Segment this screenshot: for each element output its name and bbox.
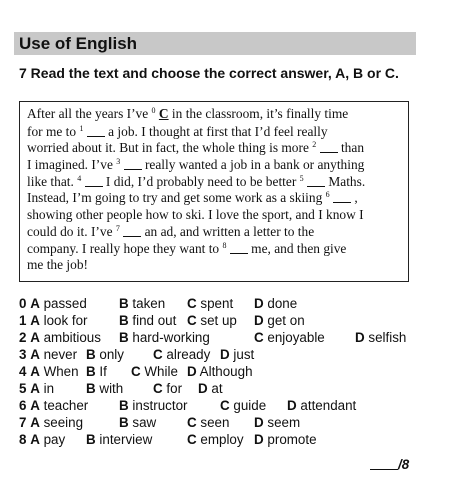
option-1-c[interactable]: C set up [187, 313, 237, 328]
option-1-b[interactable]: B find out [119, 313, 177, 328]
score-blank [370, 458, 398, 470]
text-line: worried about it. But in fact, the whole thing is more $^2$ than [27, 140, 365, 155]
option-3-d[interactable]: D just [220, 347, 255, 362]
score-box [370, 457, 409, 473]
exercise-instruction: 7 Read the text and choose the correct answer, A, B or C. [19, 65, 399, 81]
example-answer: C [158, 106, 169, 121]
answer-gap [230, 243, 248, 254]
text-line: could do it. I’ve $^7$ an ad, and written a letter to the [27, 224, 315, 239]
gap-number: 2 [312, 140, 317, 149]
option-4-d[interactable]: D Although [187, 364, 253, 379]
option-0-d[interactable]: D done [254, 296, 298, 311]
gap-number: 6 [325, 190, 330, 199]
text-line: Instead, I’m going to try and get some work as a skiing $^6$ , [27, 190, 358, 205]
answer-gap [87, 126, 105, 137]
option-7-b[interactable]: B saw [119, 415, 157, 430]
option-3-a[interactable]: 3 A never [19, 347, 78, 362]
option-4-b[interactable]: B If [86, 364, 107, 379]
option-0-c[interactable]: C spent [187, 296, 234, 311]
answer-gap [307, 176, 325, 187]
option-8-c[interactable]: C employ [187, 432, 244, 447]
gap-number: 8 [222, 241, 227, 250]
answer-gap [124, 159, 142, 170]
option-5-b[interactable]: B with [86, 381, 124, 396]
gap-number: 1 [79, 124, 84, 133]
option-3-c[interactable]: C already [153, 347, 211, 362]
gap-number: 3 [116, 157, 121, 166]
text-line: showing other people how to ski. I love the sport, and I know I [27, 207, 364, 222]
text-line: After all the years I’ve $^0$ C in the classroom, it’s finally time [27, 106, 349, 121]
option-2-c[interactable]: C enjoyable [254, 330, 325, 345]
text-line: company. I really hope they want to $^8$ me, and then give [27, 241, 347, 256]
option-5-d[interactable]: D at [198, 381, 223, 396]
score-total: /8 [398, 457, 410, 472]
answer-gap [333, 192, 351, 203]
option-6-d[interactable]: D attendant [287, 398, 357, 413]
option-2-a[interactable]: 2 A ambitious [19, 330, 101, 345]
option-6-b[interactable]: B instructor [119, 398, 188, 413]
gap-number: 5 [299, 174, 304, 183]
text-line: I imagined. I’ve $^3$ really wanted a job in a bank or anything [27, 157, 365, 172]
answer-gap [85, 176, 103, 187]
option-8-d[interactable]: D promote [254, 432, 317, 447]
gap-number: 0 [151, 106, 156, 115]
option-2-d[interactable]: D selfish [355, 330, 407, 345]
option-8-b[interactable]: B interview [86, 432, 153, 447]
option-8-a[interactable]: 8 A pay [19, 432, 66, 447]
option-7-a[interactable]: 7 A seeing [19, 415, 84, 430]
gap-number: 4 [77, 174, 82, 183]
answer-gap [123, 226, 141, 237]
option-6-c[interactable]: C guide [220, 398, 267, 413]
text-line: for me to $^1$ a job. I thought at first that I’d feel really [27, 124, 328, 139]
option-3-b[interactable]: B only [86, 347, 124, 362]
option-5-c[interactable]: C for [153, 381, 183, 396]
answer-gap [320, 142, 338, 153]
text-line: like that. $^4$ I did, I’d probably need to be better $^5$ Maths. [27, 174, 366, 189]
option-4-c[interactable]: C While [131, 364, 178, 379]
option-5-a[interactable]: 5 A in [19, 381, 55, 396]
option-7-d[interactable]: D seem [254, 415, 301, 430]
section-title: Use of English [19, 34, 138, 53]
option-1-d[interactable]: D get on [254, 313, 305, 328]
option-7-c[interactable]: C seen [187, 415, 230, 430]
gap-number: 7 [115, 224, 120, 233]
option-4-a[interactable]: 4 A When [19, 364, 79, 379]
option-1-a[interactable]: 1 A look for [19, 313, 88, 328]
option-0-b[interactable]: B taken [119, 296, 166, 311]
option-6-a[interactable]: 6 A teacher [19, 398, 89, 413]
option-2-b[interactable]: B hard-working [119, 330, 210, 345]
text-line: me the job! [27, 257, 88, 272]
option-0-a[interactable]: 0 A passed [19, 296, 87, 311]
